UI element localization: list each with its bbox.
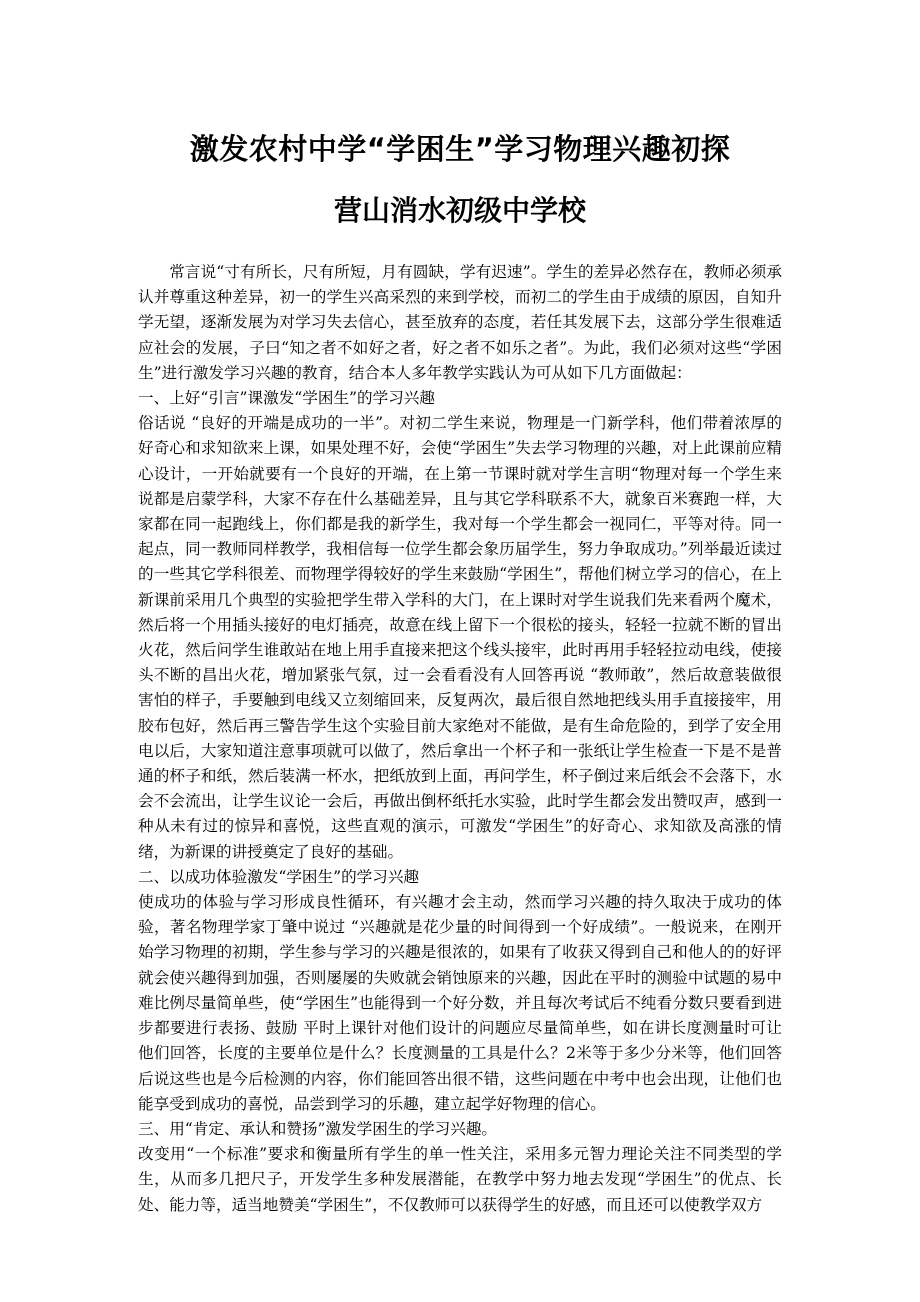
document-subtitle: 营山消水初级中学校 xyxy=(333,194,586,227)
section-heading-1: 一、上好“引言”课激发“学困生”的学习兴趣 xyxy=(138,389,435,408)
section-paragraph-1: 俗话说 “良好的开端是成功的一半”。对初二学生来说，物理是一门新学科，他们带着浓厚的好奇心和求知欲来上课，如果处理不好，会使“学困生”失去学习物理的兴趣，对上此课前应精心设计，一开始就要有一个良好的开端，在上第一节课时就对学生言明“物理对每一个学生来说都是启蒙学科，大家不存在什么基础差异，且与其它学科联系不大，就象百米赛跑一样，大家都在同一起跑线上，你们都是我的新学生，我对每一个学生都会一视同仁，平等对待。同一起点，同一教师同样教学，我相信每一位学生都会象历届学生，努力争取成功。”列举最近读过的一些其它学科很差、而物理学得较好的学生来鼓励“学困生”，帮他们树立学习的信心，在上新课前采用几个典型的实验把学生带入学科的大门，在上课时对学生说我们先来看两个魔术，然后将一个用插头接好的电灯插亮，故意在线上留下一个很松的接头，轻轻一拉就不断的冒出火花，然后问学生谁敢站在地上用手直接来把这个线头接牢，此时再用手轻轻拉动电线，使接头不断的昌出火花，增加紧张气氛，过一会看看没有人回答再说 “教师敢”，然后故意装做很害怕的样子，手要触到电线又立刻缩回来，反复两次，最后很自然地把线头用手直接接牢，用胶布包好，然后再三警告学生这个实验目前大家绝对不能做，是有生命危险的，到学了安全用电以后，大家知道注意事项就可以做了，然后拿出一个杯子和一张纸让学生检查一下是不是普通的杯子和纸，然后装满一杯水，把纸放到上面，再问学生，杯子倒过来后纸会不会落下，水会不会流出，让学生议论一会后，再做出倒杯纸托水实验，此时学生都会发出赞叹声，感到一种从未有过的惊异和喜悦，这些直观的演示，可激发“学困生”的好奇心、求知欲及高涨的情绪，为新课的讲授奠定了良好的基础。 xyxy=(138,414,782,861)
section-heading-3: 三、用“肯定、承认和赞扬”激发学困生的学习兴趣。 xyxy=(138,1119,498,1138)
section-heading-2: 二、以成功体验激发“学困生”的学习兴趣 xyxy=(138,867,420,886)
section-paragraph-2: 使成功的体验与学习形成良性循环，有兴趣才会主动，然而学习兴趣的持久取决于成功的体验，著名物理学家丁肇中说过 “兴趣就是花少量的时间得到一个好成绩”。一般说来，在刚开始学习物理的初期，学生参与学习的兴趣是很浓的，如果有了收获又得到自己和他人的的好评就会使兴趣得到加强，否则屡屡的失败就会销蚀原来的兴趣，因此在平时的测验中试题的易中难比例尽量简单些，使“学困生”也能得到一个好分数，并且每次考试后不纯看分数只要看到进步都要进行表扬、鼓励 平时上课针对他们设计的问题应尽量简单些，如在讲长度测量时可让他们回答，长度的主要单位是什么？长度测量的工具是什么？2米等于多少分米等，他们回答后说这些也是今后检测的内容，你们能回答出很不错，这些问题在中考中也会出现，让他们也能享受到成功的喜悦，品尝到学习的乐趣，建立起学好物理的信心。 xyxy=(138,893,782,1113)
document-body xyxy=(138,260,782,1218)
document-title: 激发农村中学“学困生”学习物理兴趣初探 xyxy=(189,132,731,166)
intro-paragraph: 常言说“寸有所长，尺有所短，月有圆缺，学有迟速”。学生的差异必然存在，教师必须承认并尊重这种差异，初一的学生兴高采烈的来到学校，而初二的学生由于成绩的原因，自知升学无望，逐渐发展为对学习失去信心，甚至放弃的态度，若任其发展下去，这部分学生很难适应社会的发展，子曰“知之者不如好之者，好之者不如乐之者”。为此，我们必须对这些“学困生”进行激发学习兴趣的教育，结合本人多年教学实践认为可从如下几方面做起： xyxy=(138,263,782,382)
section-paragraph-3: 改变用“一个标准”要求和衡量所有学生的单一性关注，采用多元智力理论关注不同类型的学生，从而多几把尺子，开发学生多种发展潜能，在教学中努力地去发现“学困生”的优点、长处、能力等，适当地赞美“学困生”，不仅教师可以获得学生的好感，而且还可以使教学双方 xyxy=(138,1145,782,1214)
